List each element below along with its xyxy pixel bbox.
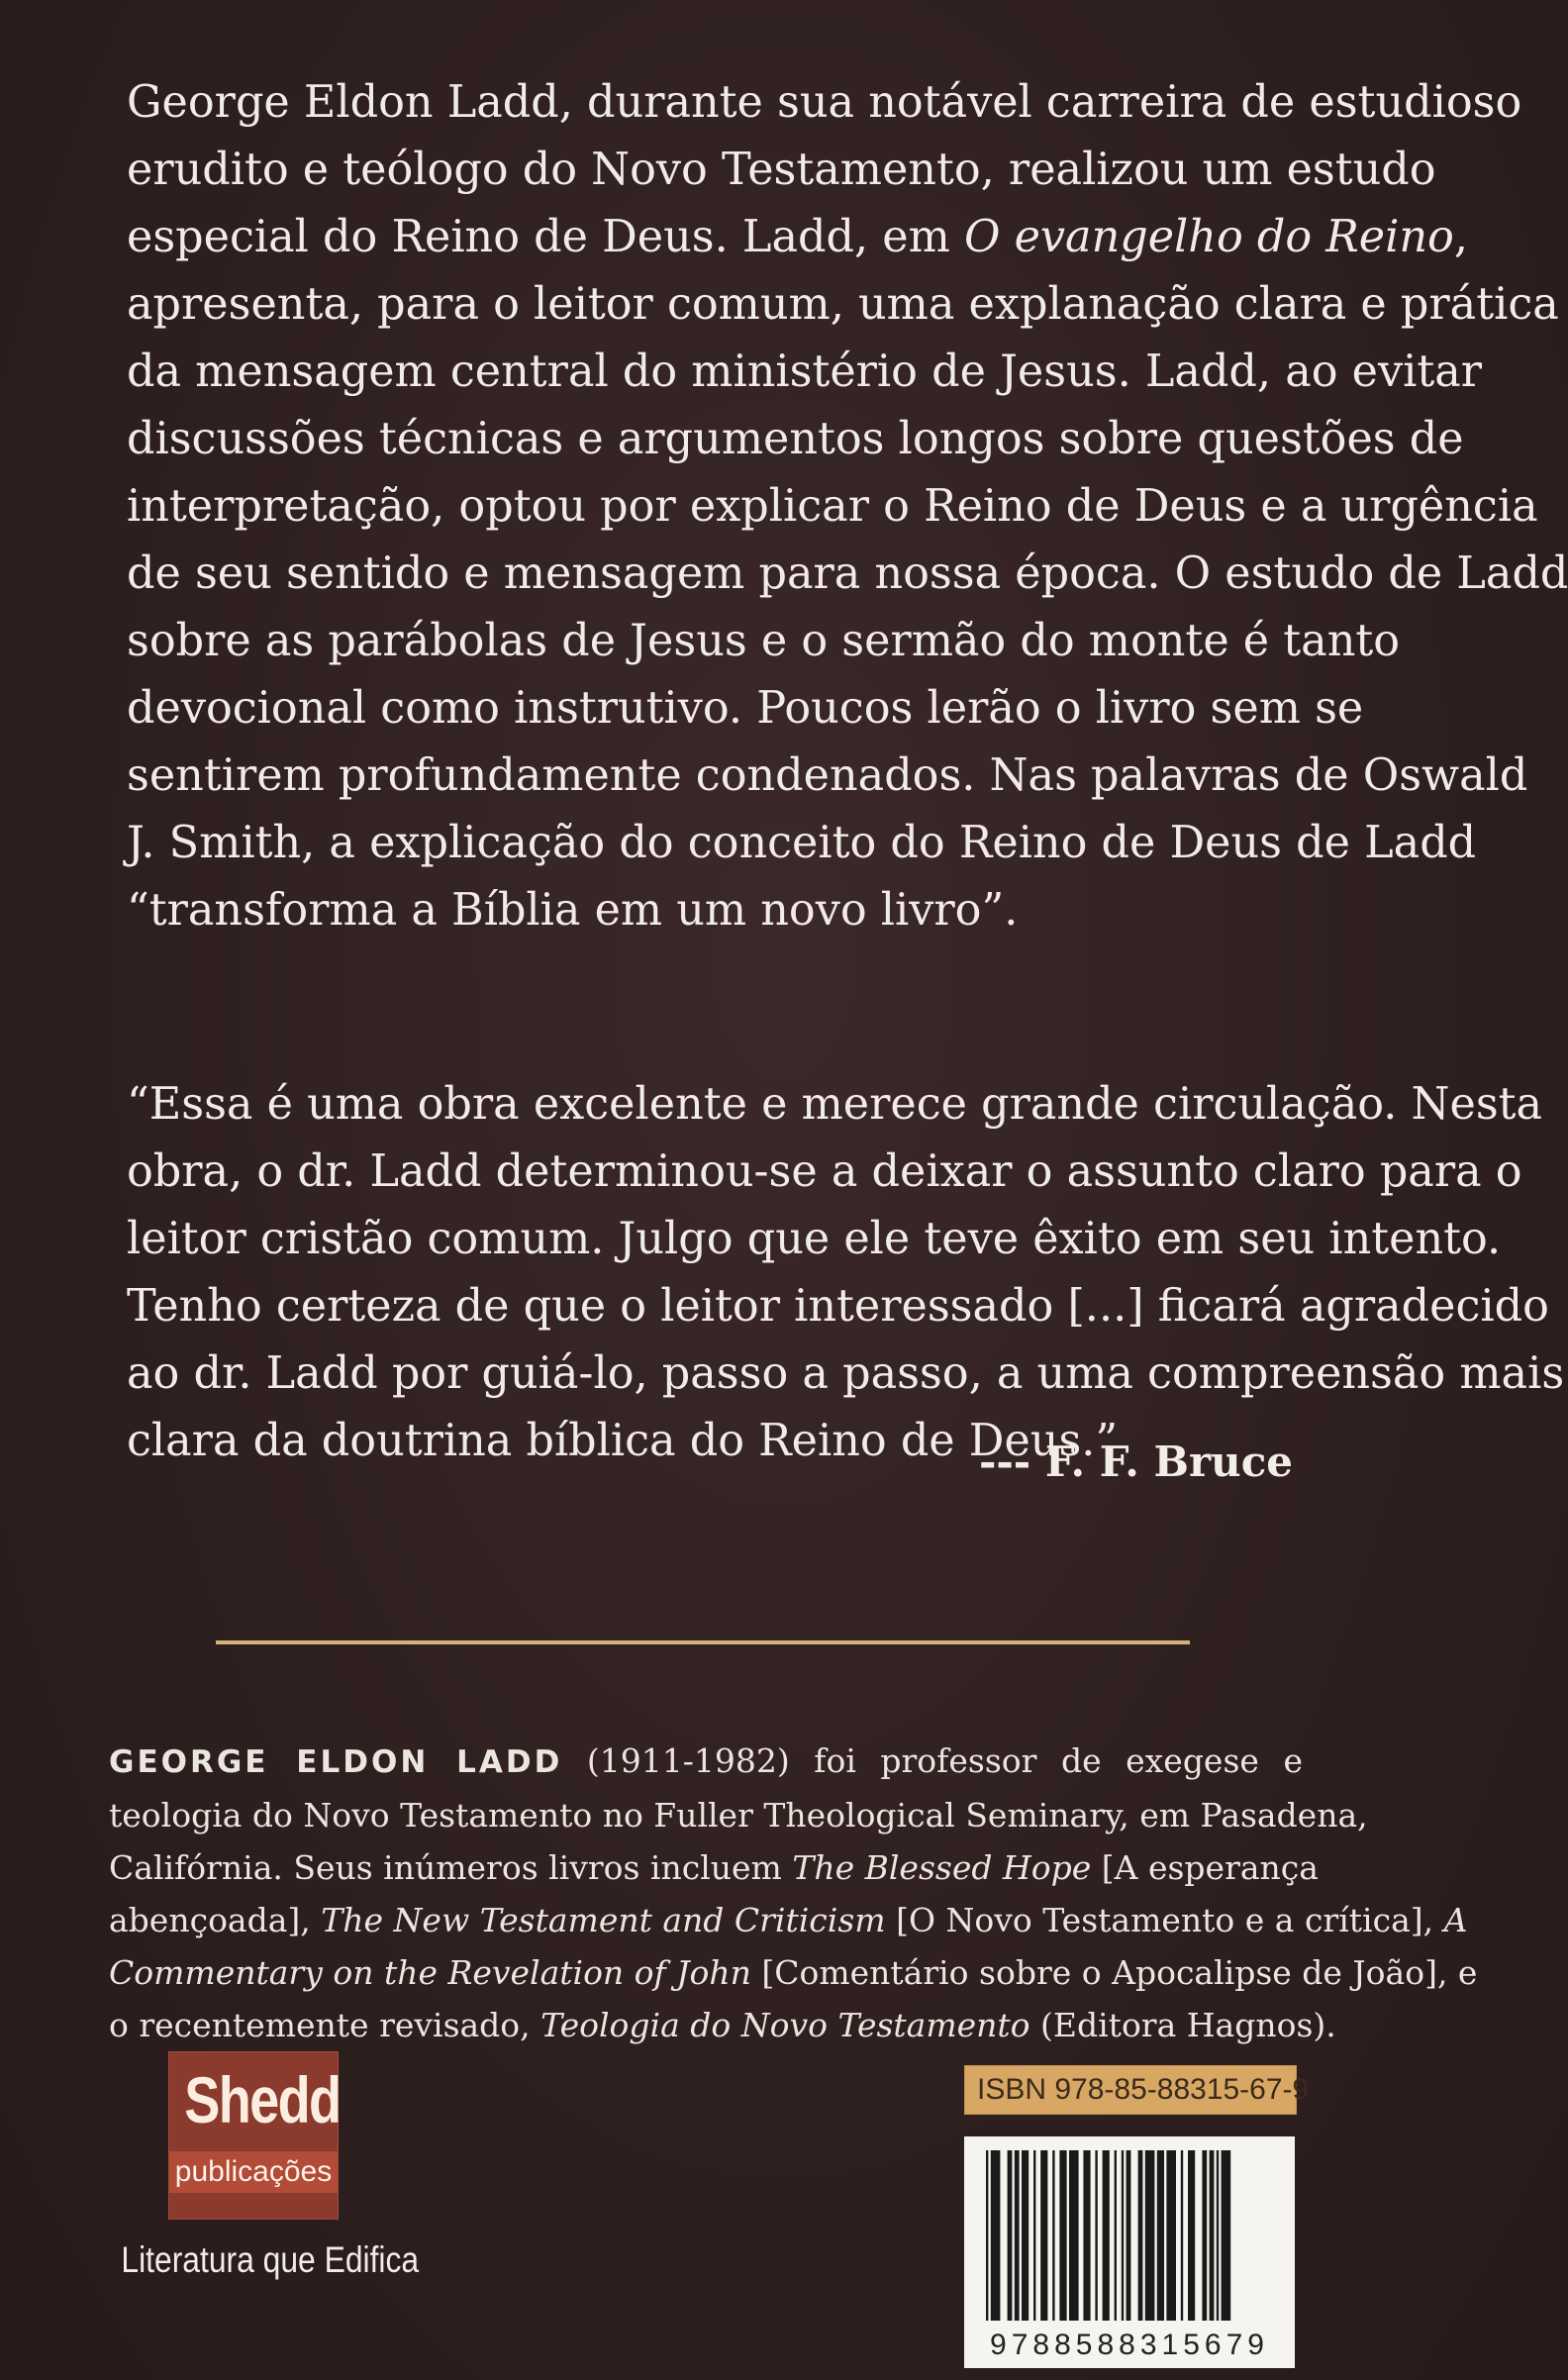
barcode-bar: [1083, 2150, 1090, 2323]
barcode-bar: [1202, 2150, 1207, 2323]
barcode: [964, 2136, 1295, 2368]
barcode-bar: [1127, 2150, 1131, 2323]
bio-text: o recentemente revisado,: [109, 2006, 541, 2044]
barcode-bar: [1217, 2150, 1219, 2323]
book-title: O evangelho do Reino: [963, 212, 1454, 262]
quote-line: obra, o dr. Ladd determinou-se a deixar o assunto claro para o: [127, 1146, 1522, 1197]
isbn-label: [964, 2065, 1310, 2115]
barcode-bar: [1115, 2150, 1117, 2323]
blurb-line: discussões técnicas e argumentos longos sobre questões de: [127, 414, 1464, 464]
divider: [216, 1640, 1190, 1644]
barcode-bar: [991, 2150, 1001, 2323]
blurb-line: J. Smith, a explicação do conceito do Reino de Deus de Ladd: [127, 818, 1477, 868]
barcode-bar: [1059, 2150, 1066, 2323]
barcode-bar: [1138, 2150, 1143, 2323]
book-title: The Blessed Hope: [792, 1848, 1092, 1887]
blurb-line: sentirem profundamente condenados. Nas palavras de Oswald: [127, 750, 1528, 801]
book-title: Commentary on the Revelation of John: [109, 1953, 751, 1992]
bio-text: (Editora Hagnos).: [1029, 2006, 1336, 2044]
book-blurb: [127, 69, 1568, 944]
barcode-bar: [1166, 2150, 1176, 2323]
blurb-line-text: ,: [1453, 212, 1468, 262]
bio-line: [109, 1841, 1319, 1894]
publisher-name: Shedd: [184, 2063, 341, 2136]
book-title: A: [1443, 1901, 1468, 1939]
barcode-bar: [1188, 2150, 1195, 2323]
blurb-line: George Eldon Ladd, durante sua notável carreira de estudioso: [127, 77, 1522, 128]
bio-line: teologia do Novo Testamento no Fuller Theological Seminary, em Pasadena,: [109, 1796, 1368, 1835]
barcode-bar: [1103, 2150, 1110, 2323]
quote-line: Tenho certeza de que o leitor interessado [...] ficará agradecido: [127, 1281, 1549, 1332]
endorsement-quote: [127, 1071, 1565, 1475]
barcode-bar: [1040, 2150, 1047, 2323]
barcode-bar: [1157, 2150, 1164, 2323]
barcode-bar: [1122, 2150, 1124, 2323]
barcode-bar: [1145, 2150, 1155, 2323]
publisher-tagline: Literatura que Edifica: [121, 2239, 420, 2280]
publisher-sub: publicações: [169, 2151, 338, 2193]
barcode-digits: 9788588315679: [990, 2329, 1269, 2361]
barcode-bar: [1052, 2150, 1054, 2323]
bio-line: [109, 1735, 1303, 1789]
barcode-bar: [986, 2150, 988, 2323]
book-title: Teologia do Novo Testamento: [540, 2006, 1030, 2044]
author-name: GEORGE ELDON LADD: [109, 1744, 563, 1780]
blurb-line: “transforma a Bíblia em um novo livro”.: [127, 885, 1019, 936]
bio-text: [Comentário sobre o Apocalipse de João], e: [750, 1953, 1478, 1992]
quote-line: leitor cristão comum. Julgo que ele teve êxito em seu intento.: [127, 1214, 1502, 1264]
bio-text: (1911-1982) foi professor de exegese e: [562, 1741, 1303, 1780]
quote-line: “Essa é uma obra excelente e merece grande circulação. Nesta: [127, 1079, 1543, 1130]
blurb-line-text: especial do Reino de Deus. Ladd, em: [127, 212, 964, 262]
bio-line: [109, 1894, 1468, 1946]
barcode-bar: [1022, 2150, 1029, 2323]
barcode-bar: [1033, 2150, 1035, 2323]
book-title: The New Testament and Criticism: [321, 1901, 886, 1939]
blurb-line: apresenta, para o leitor comum, uma explanação clara e prática: [127, 279, 1559, 330]
barcode-bar: [1095, 2150, 1097, 2323]
blurb-line: [127, 204, 1468, 271]
publisher-logo: [168, 2051, 339, 2220]
barcode-bar: [1181, 2150, 1183, 2323]
bio-text: abençoada],: [109, 1901, 322, 1939]
barcode-bar: [1210, 2150, 1215, 2323]
blurb-line: da mensagem central do ministério de Jesus. Ladd, ao evitar: [127, 347, 1483, 397]
bio-text: [A esperança: [1091, 1848, 1319, 1887]
blurb-line: devocional como instrutivo. Poucos lerão o livro sem se: [127, 683, 1364, 734]
barcode-bar: [1222, 2150, 1231, 2323]
quote-line: clara da doutrina bíblica do Reino de Deus.”: [127, 1416, 1119, 1466]
bio-line: [109, 1999, 1336, 2051]
blurb-line: de seu sentido e mensagem para nossa época. O estudo de Ladd: [127, 548, 1568, 599]
isbn-text: ISBN 978-85-88315-67-9: [977, 2073, 1310, 2106]
bio-text: [O Novo Testamento e a crítica],: [885, 1901, 1444, 1939]
quote-line: ao dr. Ladd por guiá-lo, passo a passo, a uma compreensão mais: [127, 1348, 1565, 1399]
blurb-line: interpretação, optou por explicar o Reino de Deus e a urgência: [127, 481, 1538, 532]
quote-attribution: --- F. F. Bruce: [978, 1438, 1293, 1486]
barcode-bar: [1015, 2150, 1020, 2323]
barcode-bar: [1008, 2150, 1013, 2323]
bio-line: [109, 1946, 1478, 1999]
author-bio: [109, 1735, 1478, 2051]
blurb-line: sobre as parábolas de Jesus e o sermão do monte é tanto: [127, 616, 1401, 666]
barcode-bar: [1069, 2150, 1079, 2323]
bio-text: Califórnia. Seus inúmeros livros incluem: [109, 1848, 793, 1887]
blurb-line: erudito e teólogo do Novo Testamento, realizou um estudo: [127, 145, 1436, 195]
